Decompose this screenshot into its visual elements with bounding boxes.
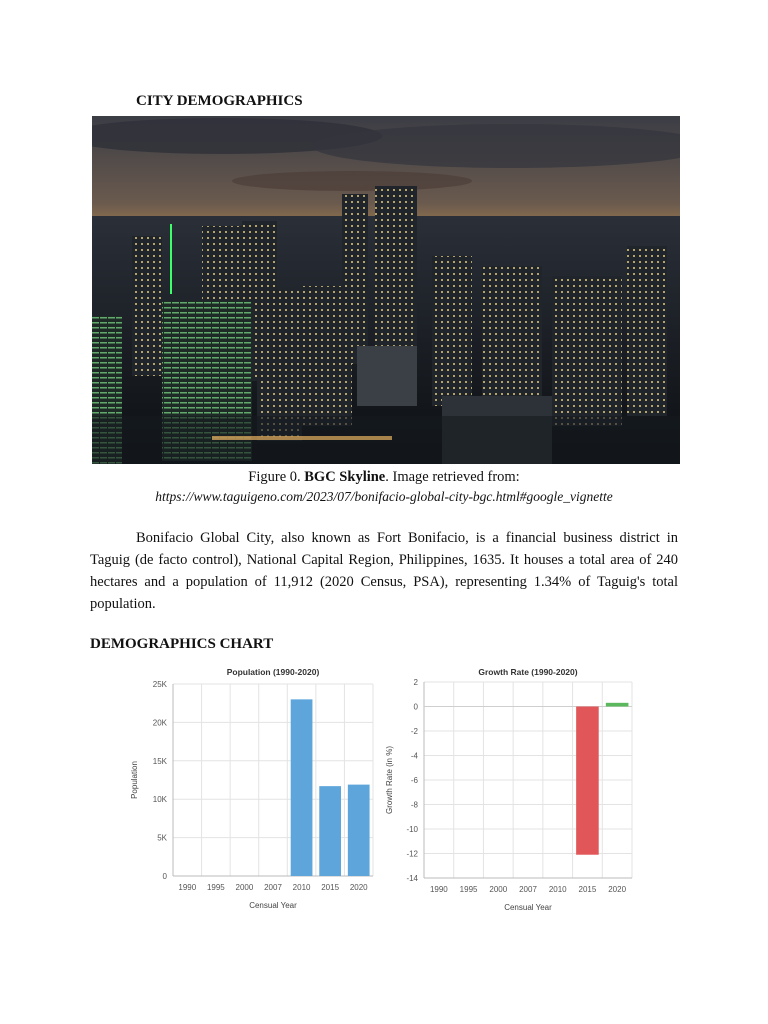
bar-2015 — [319, 786, 341, 876]
bgc-skyline-photo — [92, 116, 680, 464]
y-tick-label: -6 — [410, 776, 418, 785]
y-tick-label: 0 — [162, 872, 167, 881]
x-tick-label: 2020 — [608, 885, 627, 894]
y-tick-label: 15K — [152, 756, 167, 766]
y-tick-label: 10K — [152, 795, 167, 805]
y-tick-label: 25K — [152, 680, 167, 689]
y-tick-label: 5K — [157, 833, 167, 843]
section-heading-city-demographics: CITY DEMOGRAPHICS — [136, 93, 303, 109]
bar-2010 — [291, 699, 313, 876]
x-tick-label: 2000 — [235, 883, 254, 892]
section-heading-demographics-chart: DEMOGRAPHICS CHART — [90, 636, 274, 652]
y-tick-label: -10 — [406, 825, 418, 834]
y-axis-label: Population — [130, 761, 139, 799]
x-tick-label: 2010 — [292, 883, 311, 892]
y-tick-label: -2 — [410, 727, 418, 736]
y-tick-label: -12 — [406, 849, 418, 859]
intro-paragraph: Bonifacio Global City, also known as Fort Bonifacio, is a financial business district in Taguig (de facto control), National Capital Region, Philippines, 1635. It houses a total area of 240 hectares and a population of 11,912 (2020 Census, PSA), representing 1.34% of Taguig's total population. — [90, 530, 678, 612]
x-tick-label: 2007 — [519, 885, 537, 894]
chart-title: Growth Rate (1990-2020) — [478, 667, 578, 677]
y-tick-label: -4 — [410, 751, 418, 761]
chart-title: Population (1990-2020) — [226, 667, 320, 677]
y-tick-label: 2 — [413, 678, 418, 687]
growth-rate-chart — [380, 660, 640, 920]
x-tick-label: 2015 — [578, 885, 597, 894]
bar-2020 — [348, 785, 370, 876]
x-tick-label: 2007 — [264, 883, 282, 892]
x-tick-label: 1990 — [429, 885, 448, 894]
x-axis-label: Censual Year — [504, 903, 552, 912]
x-tick-label: 1995 — [459, 885, 478, 894]
population-chart — [125, 660, 385, 920]
y-tick-label: 20K — [152, 718, 167, 728]
x-tick-label: 2015 — [321, 883, 340, 892]
bar-2020 — [606, 703, 629, 707]
y-tick-label: 0 — [413, 702, 418, 712]
x-tick-label: 2000 — [489, 885, 508, 894]
y-axis-label: Growth Rate (in %) — [385, 745, 394, 815]
x-axis-label: Censual Year — [249, 901, 297, 910]
figure-caption: Figure 0. BGC Skyline. Image retrieved from: — [248, 469, 520, 485]
x-tick-label: 2010 — [548, 885, 567, 894]
y-tick-label: -14 — [406, 874, 418, 883]
x-tick-label: 1995 — [206, 883, 225, 892]
x-tick-label: 1990 — [178, 883, 197, 892]
x-tick-label: 2020 — [349, 883, 368, 892]
figure-source-url: https://www.taguigeno.com/2023/07/bonifacio-global-city-bgc.html#google_vignette — [155, 489, 613, 504]
bar-2015 — [576, 707, 599, 855]
y-tick-label: -8 — [410, 800, 418, 810]
